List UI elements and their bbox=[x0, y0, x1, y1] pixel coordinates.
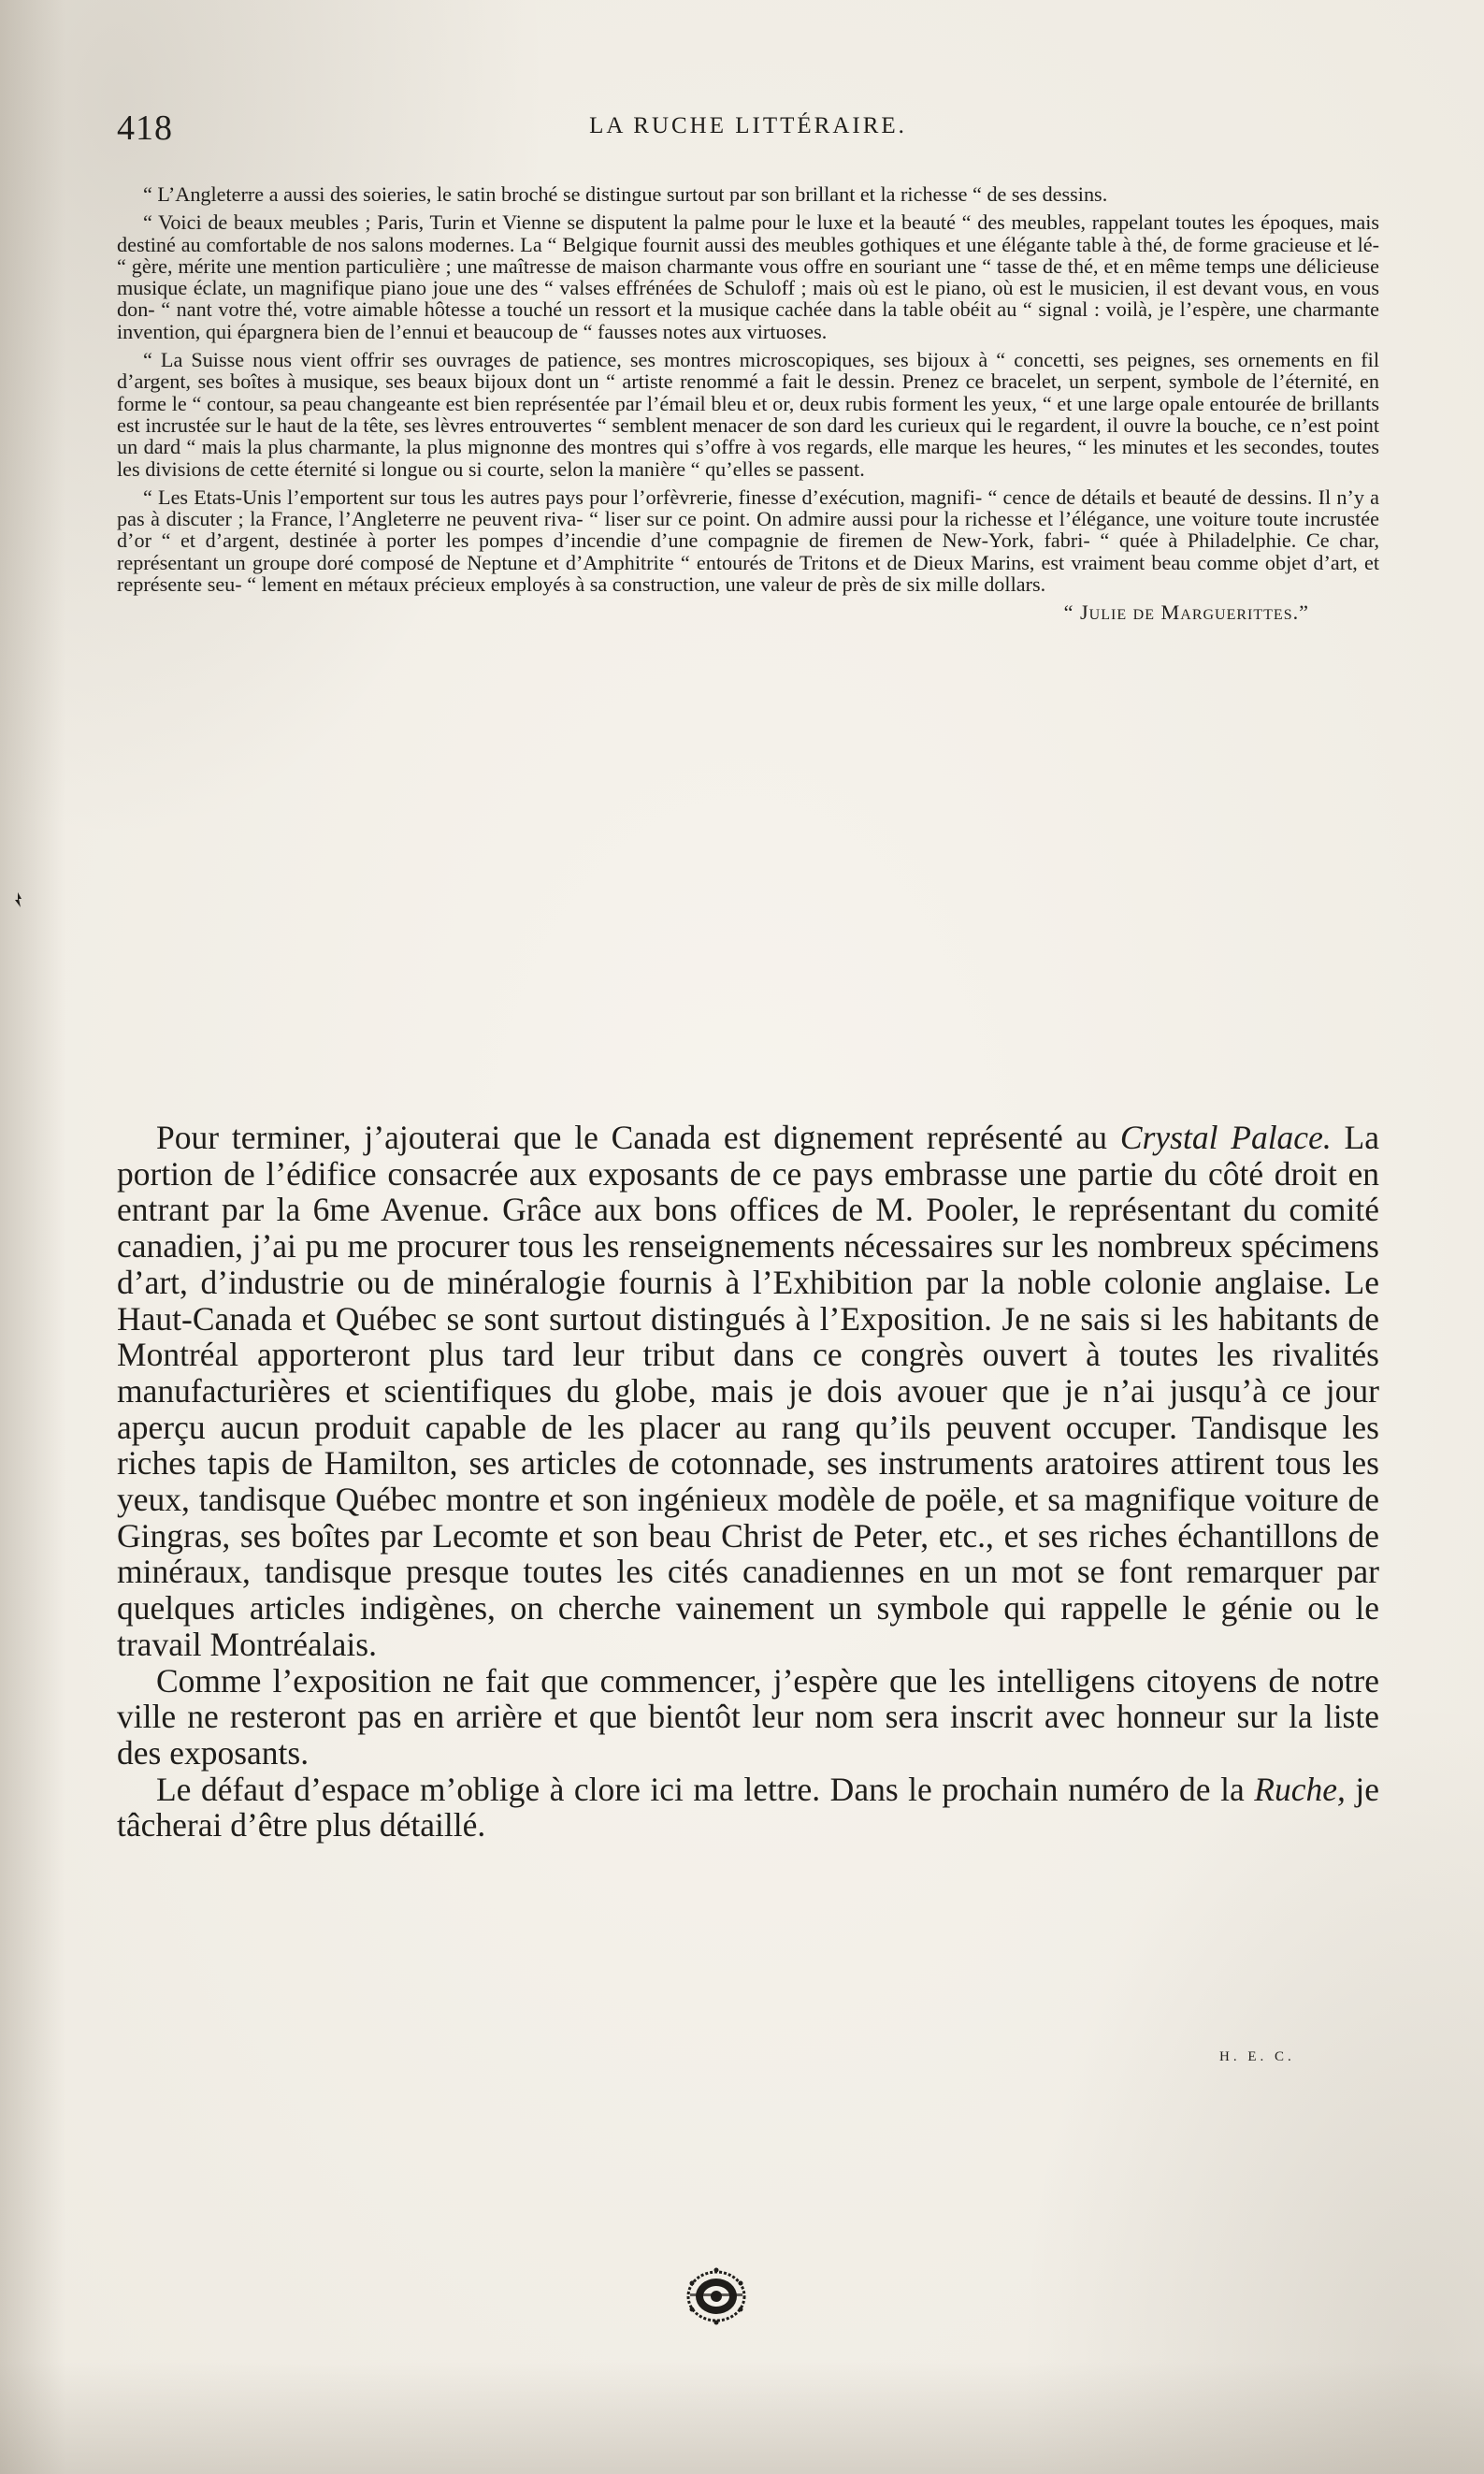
body-text-run: La portion de l’édifice consacrée aux exposants de ce pays embrasse une partie du côté droit en entrant par la 6me Avenue. Grâce aux bons offices de M. Pooler, le représentant du comité canadien, j’ai pu me procurer tous les renseignements nécessaires sur les nombreux spécimens d’art, d’industrie ou de minéralogie fournis à l’Exhibition par la noble colonie anglaise. Le Haut-Canada et Québec se sont surtout distingués à l’Exposition. Je ne sais si les habitants de Montréal apporteront plus tard leur tribut dans ce congrès ouvert à toutes les rivalités manufacturières et scientifiques du globe, mais je dois avouer que je n’ai jusqu’à ce jour aperçu aucun produit capable de les placer au rang qu’ils peuvent occuper. Tandisque les riches tapis de Hamilton, ses articles de cotonnade, ses instruments aratoires attirent tous les yeux, tandisque Québec montre et son ingénieux modèle de poële, et sa magnifique voiture de Gingras, ses boîtes par Lecomte et son beau Christ de Peter, etc., et ses riches échantillons de minéraux, tandisque presque toutes les cités canadiennes en un mot se font remarquer par quelques articles indigènes, on cherche vainement un symbole qui rappelle le génie ou le travail Montréalais. bbox=[117, 1119, 1379, 1663]
margin-mark bbox=[13, 889, 22, 913]
body-paragraph: Comme l’exposition ne fait que commencer, j’espère que les intelligens citoyens de notre ville ne resteront pas en arrière et que bientôt leur nom sera inscrit avec honneur sur la liste des exposants. bbox=[117, 1661, 1379, 1772]
body-paragraph bbox=[117, 1120, 1379, 1663]
page-number: 418 bbox=[117, 109, 173, 148]
quote-paragraph: “ Voici de beaux meubles ; Paris, Turin et Vienne se disputent la palme pour le luxe et la beauté “ des meubles, rappelant toutes les époques, mais destiné au comfortable de nos salons modernes. La “ Belgique fournit aussi des meubles gothiques et une élégante table à thé, de forme gracieuse et lé- “ gère, mérite une mention particulière ; une maîtresse de maison charmante vous offre en souriant une “ tasse de thé, et en même temps une délicieuse musique éclate, un magnifique piano joue une des “ valses effrénées de Schuloff ; mais où est le piano, où est le musicien, il est devant vous, en vous don- “ nant votre thé, votre aimable hôtesse a touché un ressort et la musique cachée dans la table obéit au “ signal : voilà, je l’espère, une charmante invention, qui épargnera bien de l’ennui et beaucoup de “ fausses notes aux virtuoses. bbox=[117, 210, 1379, 343]
quote-paragraph: “ La Suisse nous vient offrir ses ouvrages de patience, ses montres microscopiques, ses bijoux à “ concetti, ses peignes, ses ornements en fil d’argent, ses boîtes à musique, ses beaux bijoux dont un “ artiste renommé a fait le dessin. Prenez ce bracelet, un serpent, symbole de l’éternité, en forme le “ contour, sa peau changeante est bien représentée par l’émail bleu et or, deux rubis forment les yeux, “ et une large opale entourée de brillants est incrustée sur le haut de la tête, ses lèvres entrouvertes “ semblent menacer de son dard les curieux qui le regardent, il ouvre la bouche, ce n’est point un dard “ mais la plus charmante, la plus mignonne des montres qui s’offre à vos regards, elle marque les heures, “ les minutes et les secondes, toutes les divisions de cette éternité si longue ou si courte, selon la manière “ qu’elles se passent. bbox=[117, 348, 1379, 481]
body-text-run: je tâcherai d’être plus détaillé. bbox=[117, 1770, 1380, 1845]
page-shadow-left bbox=[0, 0, 65, 2474]
quote-signature: “ Julie de Marguerittes.” bbox=[1063, 600, 1309, 625]
quoted-letter bbox=[117, 183, 1379, 624]
italic-title: Ruche, bbox=[1254, 1770, 1346, 1808]
vignette-ornament-icon bbox=[684, 2266, 748, 2326]
body-text-run: Pour terminer, j’ajouterai que le Canada est dignement représenté au bbox=[156, 1119, 1120, 1156]
quote-paragraph: “ L’Angleterre a aussi des soieries, le satin broché se distingue surtout par son brillant et la richesse “ de ses dessins. bbox=[143, 182, 1108, 206]
quote-paragraph: “ Les Etats-Unis l’emportent sur tous les autres pays pour l’orfèvrerie, finesse d’exécution, magnifi- “ cence de détails et beauté de dessins. Il n’y a pas à discuter ; la France, l’Angleterre ne peuvent riva- “ liser sur ce point. On admire aussi pour la richesse et l’élégance, une voiture toute incrustée d’or “ et d’argent, destinée à porter les pompes d’incendie d’une compagnie de firemen de New-York, fabri- “ quée à Philadelphie. Ce char, représentant un groupe doré composé de Neptune et d’Amphitrite “ entourés de Tritons et de Dieux Marins, est vraiment beau comme objet d’art, et représente seu- “ lement en métaux précieux employés à sa construction, une valeur de près de six mille dollars. bbox=[117, 485, 1379, 597]
body-paragraph bbox=[117, 1772, 1379, 1844]
page-shadow-bottom bbox=[0, 2362, 1484, 2474]
italic-title: Crystal Palace. bbox=[1119, 1119, 1332, 1156]
page-header bbox=[117, 108, 1379, 148]
author-initials: H. E. C. bbox=[1219, 2049, 1295, 2064]
running-head: LA RUCHE LITTÉRAIRE. bbox=[589, 113, 907, 138]
body-text-run: Le défaut d’espace m’oblige à clore ici ma lettre. Dans le prochain numéro de la bbox=[156, 1770, 1255, 1808]
article-body bbox=[117, 1120, 1379, 1844]
